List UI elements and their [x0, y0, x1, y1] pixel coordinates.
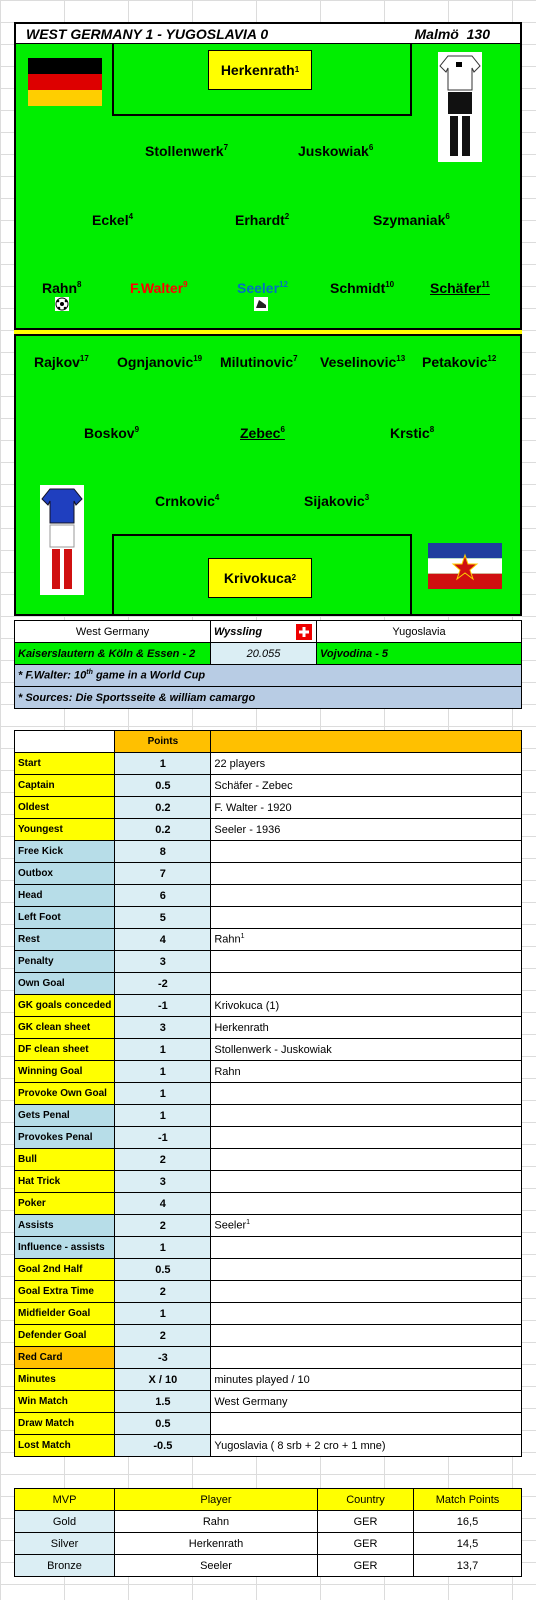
points-value: 2: [115, 1325, 211, 1347]
points-value: 1: [115, 1303, 211, 1325]
points-label: Defender Goal: [15, 1325, 115, 1347]
points-value: 2: [115, 1281, 211, 1303]
points-row: [15, 995, 522, 1017]
points-note-text: Herkenrath: [214, 1021, 269, 1034]
points-note-text: minutes played / 10: [214, 1373, 310, 1386]
yugoslavia-kit-icon: [40, 485, 84, 595]
points-label: Assists: [15, 1215, 115, 1237]
home-captain: Schäfer$^{11}$: [430, 280, 490, 296]
points-row: [15, 1105, 522, 1127]
points-label: Hat Trick: [15, 1171, 115, 1193]
mvp-header-player: Player: [115, 1489, 318, 1511]
points-row: [15, 1369, 522, 1391]
points-note-text: Seeler: [214, 1219, 247, 1232]
points-value: -0.5: [115, 1435, 211, 1457]
match-venue: Malmö 130: [414, 26, 490, 42]
points-value: -1: [115, 995, 211, 1017]
away-midfielder: Krstic$^8$: [390, 425, 435, 441]
points-row: [15, 753, 522, 775]
points-value: 0.5: [115, 1413, 211, 1435]
points-row: [15, 1237, 522, 1259]
points-note: [211, 1413, 522, 1435]
boot-icon: [254, 297, 268, 311]
away-goalkeeper: Krivokuca$^2$: [208, 558, 312, 598]
points-note-text: F. Walter - 1920: [214, 801, 292, 814]
points-row: [15, 841, 522, 863]
title-bar: [14, 22, 522, 44]
mvp-player: Herkenrath: [115, 1533, 318, 1555]
points-label: Start: [15, 753, 115, 775]
points-value: 2: [115, 1149, 211, 1171]
points-value: 8: [115, 841, 211, 863]
points-row: [15, 1435, 522, 1457]
points-note: [211, 1281, 522, 1303]
mvp-rank: Gold: [15, 1511, 115, 1533]
points-note: [211, 1149, 522, 1171]
points-note: [211, 1237, 522, 1259]
points-row: [15, 1061, 522, 1083]
mvp-country: GER: [318, 1533, 414, 1555]
points-row: [15, 1347, 522, 1369]
points-row: [15, 1149, 522, 1171]
home-midfielder: Erhardt$^2$: [235, 212, 290, 228]
points-row: [15, 973, 522, 995]
points-row: [15, 1039, 522, 1061]
points-value: 1: [115, 1083, 211, 1105]
points-row: [15, 797, 522, 819]
points-value: 3: [115, 1171, 211, 1193]
away-forward: Rajkov$^{17}$: [34, 354, 89, 370]
points-note: [211, 1391, 522, 1413]
points-note-sup: 1: [240, 933, 245, 941]
match-info-table: [14, 620, 522, 709]
home-midfielder: Eckel$^4$: [92, 212, 134, 228]
points-value: -2: [115, 973, 211, 995]
points-value: 4: [115, 1193, 211, 1215]
mvp-header-country: Country: [318, 1489, 414, 1511]
points-value: 0.2: [115, 819, 211, 841]
points-header-blank: [15, 731, 115, 753]
points-label: GK clean sheet: [15, 1017, 115, 1039]
points-table: [14, 730, 522, 1457]
points-label: GK goals conceded: [15, 995, 115, 1017]
points-value: 1: [115, 1237, 211, 1259]
points-note: [211, 753, 522, 775]
points-note-text: 22 players: [214, 757, 266, 770]
points-note: [211, 1105, 522, 1127]
home-midfielder: Szymaniak$^6$: [373, 212, 450, 228]
points-label: Bull: [15, 1149, 115, 1171]
points-value: -3: [115, 1347, 211, 1369]
mvp-rank: Bronze: [15, 1555, 115, 1577]
info-home: West Germany: [15, 621, 211, 643]
points-label: Influence - assists: [15, 1237, 115, 1259]
points-value: X / 10: [115, 1369, 211, 1391]
points-note: [211, 1127, 522, 1149]
points-value: 0.5: [115, 1259, 211, 1281]
points-value: -1: [115, 1127, 211, 1149]
away-defender: Sijakovic$^3$: [304, 493, 370, 509]
points-note: [211, 1369, 522, 1391]
points-label: Win Match: [15, 1391, 115, 1413]
points-note: [211, 841, 522, 863]
points-note-text: Seeler - 1936: [214, 823, 281, 836]
points-label: Draw Match: [15, 1413, 115, 1435]
points-note-text: Yugoslavia ( 8 srb + 2 cro + 1 mne): [214, 1439, 386, 1452]
points-note: [211, 819, 522, 841]
mvp-points: 16,5: [414, 1511, 522, 1533]
points-note: [211, 1039, 522, 1061]
mvp-country: GER: [318, 1511, 414, 1533]
points-note-text: West Germany: [214, 1395, 288, 1408]
points-note-text: Schäfer - Zebec: [214, 779, 293, 792]
points-note: [211, 929, 522, 951]
halfway-line: [14, 328, 522, 336]
points-value: 0.5: [115, 775, 211, 797]
away-forward: Petakovic$^{12}$: [422, 354, 497, 370]
points-row: [15, 1325, 522, 1347]
points-note-text: Rahn: [214, 1065, 241, 1078]
points-label: Minutes: [15, 1369, 115, 1391]
points-note-text: Rahn: [214, 933, 241, 946]
points-label: Goal 2nd Half: [15, 1259, 115, 1281]
points-note: [211, 775, 522, 797]
points-label: Free Kick: [15, 841, 115, 863]
points-label: Goal Extra Time: [15, 1281, 115, 1303]
points-note-sup: 1: [246, 1219, 251, 1227]
points-note: [211, 1171, 522, 1193]
points-header: Points: [115, 731, 211, 753]
home-defender: Stollenwerk$^7$: [145, 143, 229, 159]
points-label: Provokes Penal: [15, 1127, 115, 1149]
points-row: [15, 1303, 522, 1325]
points-row: [15, 1391, 522, 1413]
points-label: Youngest: [15, 819, 115, 841]
away-forward: Ognjanovic$^{19}$: [117, 354, 203, 370]
mvp-points: 13,7: [414, 1555, 522, 1577]
points-value: 3: [115, 951, 211, 973]
points-label: Midfielder Goal: [15, 1303, 115, 1325]
home-forward: Schmidt$^{10}$: [330, 280, 395, 296]
points-note: [211, 1259, 522, 1281]
mvp-country: GER: [318, 1555, 414, 1577]
home-defender: Juskowiak$^6$: [298, 143, 374, 159]
points-row: [15, 1281, 522, 1303]
yugoslavia-flag-icon: [428, 543, 502, 589]
info-note: * F.Walter: 10th game in a World Cup: [15, 665, 522, 687]
ball-icon: [55, 297, 69, 311]
mvp-player: Rahn: [115, 1511, 318, 1533]
points-value: 4: [115, 929, 211, 951]
points-row: [15, 1259, 522, 1281]
points-value: 1: [115, 1061, 211, 1083]
home-forward-walter: F.Walter$^9$: [130, 280, 188, 296]
points-note: [211, 863, 522, 885]
points-row: [15, 775, 522, 797]
points-label: Outbox: [15, 863, 115, 885]
points-label: Oldest: [15, 797, 115, 819]
points-value: 7: [115, 863, 211, 885]
home-forward-seeler: Seeler$^{12}$: [237, 280, 288, 296]
points-note-text: Krivokuca (1): [214, 999, 280, 1012]
points-note: [211, 973, 522, 995]
swiss-flag-icon: [296, 624, 312, 640]
points-note: [211, 1193, 522, 1215]
points-note: [211, 1435, 522, 1457]
away-midfielder: Boskov$^9$: [84, 425, 140, 441]
points-note: [211, 797, 522, 819]
mvp-rank: Silver: [15, 1533, 115, 1555]
points-row: [15, 1171, 522, 1193]
points-value: 5: [115, 907, 211, 929]
info-attendance: 20.055: [211, 643, 317, 665]
points-row: [15, 951, 522, 973]
points-label: Poker: [15, 1193, 115, 1215]
points-note: [211, 1215, 522, 1237]
points-label: Penalty: [15, 951, 115, 973]
points-note: [211, 1083, 522, 1105]
match-title: WEST GERMANY 1 - YUGOSLAVIA 0: [26, 26, 269, 42]
mvp-table: [14, 1488, 522, 1577]
away-defender: Crnkovic$^4$: [155, 493, 220, 509]
points-label: Left Foot: [15, 907, 115, 929]
info-referee: Wyssling: [211, 621, 317, 643]
points-row: [15, 863, 522, 885]
points-note-text: Stollenwerk - Juskowiak: [214, 1043, 332, 1056]
info-away-clubs: Vojvodina - 5: [317, 643, 522, 665]
points-row: [15, 1017, 522, 1039]
points-label: DF clean sheet: [15, 1039, 115, 1061]
points-note: [211, 951, 522, 973]
mvp-player: Seeler: [115, 1555, 318, 1577]
info-away: Yugoslavia: [317, 621, 522, 643]
points-row: [15, 1215, 522, 1237]
home-goalkeeper: Herkenrath$^1$: [208, 50, 312, 90]
mvp-header-points: Match Points: [414, 1489, 522, 1511]
points-label: Gets Penal: [15, 1105, 115, 1127]
points-label: Captain: [15, 775, 115, 797]
points-value: 0.2: [115, 797, 211, 819]
points-note: [211, 1325, 522, 1347]
points-row: [15, 1193, 522, 1215]
points-note: [211, 885, 522, 907]
points-label: Red Card: [15, 1347, 115, 1369]
points-label: Head: [15, 885, 115, 907]
points-label: Winning Goal: [15, 1061, 115, 1083]
info-sources: * Sources: Die Sportsseite & william camargo: [15, 687, 522, 709]
germany-flag-icon: [28, 58, 102, 106]
points-row: [15, 929, 522, 951]
points-row: [15, 1127, 522, 1149]
points-value: 2: [115, 1215, 211, 1237]
points-note: [211, 907, 522, 929]
points-value: 1: [115, 1105, 211, 1127]
points-row: [15, 1413, 522, 1435]
home-forward: Rahn$^8$: [42, 280, 82, 296]
mvp-points: 14,5: [414, 1533, 522, 1555]
points-note: [211, 995, 522, 1017]
points-label: Rest: [15, 929, 115, 951]
points-value: 1.5: [115, 1391, 211, 1413]
mvp-header-rank: MVP: [15, 1489, 115, 1511]
points-note: [211, 1347, 522, 1369]
points-row: [15, 907, 522, 929]
germany-kit-icon: [438, 52, 482, 162]
points-label: Provoke Own Goal: [15, 1083, 115, 1105]
points-note: [211, 1303, 522, 1325]
points-note: [211, 1061, 522, 1083]
points-header-notes: [211, 731, 522, 753]
points-value: 1: [115, 753, 211, 775]
points-value: 1: [115, 1039, 211, 1061]
points-body: [15, 753, 522, 1457]
away-captain: Zebec$^6$: [240, 425, 285, 441]
points-label: Lost Match: [15, 1435, 115, 1457]
away-forward: Milutinovic$^7$: [220, 354, 298, 370]
away-forward: Veselinovic$^{13}$: [320, 354, 406, 370]
points-row: [15, 819, 522, 841]
points-label: Own Goal: [15, 973, 115, 995]
points-row: [15, 1083, 522, 1105]
points-value: 6: [115, 885, 211, 907]
info-home-clubs: Kaiserslautern & Köln & Essen - 2: [15, 643, 211, 665]
points-value: 3: [115, 1017, 211, 1039]
points-note: [211, 1017, 522, 1039]
points-row: [15, 885, 522, 907]
